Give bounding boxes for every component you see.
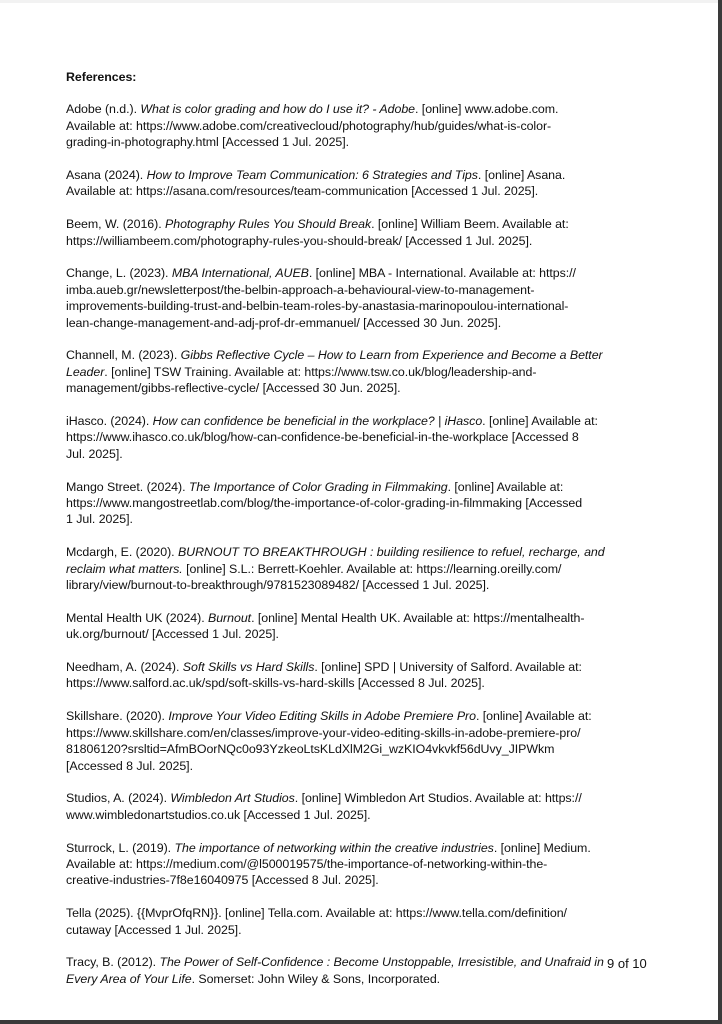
- reference-text: Available at: https://medium.com/@l500019575/the-importance-of-networking-within-the-: [66, 856, 548, 871]
- reference-entry: [66, 659, 666, 692]
- reference-line: [66, 708, 666, 724]
- reference-line: [66, 413, 666, 429]
- reference-entry: [66, 167, 666, 200]
- reference-line: [66, 922, 666, 938]
- reference-line: [66, 659, 666, 675]
- reference-text: Mcdargh, E. (2020).: [66, 545, 178, 560]
- reference-list: [66, 101, 666, 987]
- reference-entry: [66, 840, 666, 889]
- reference-text: . [online] MBA - International. Available at: https://: [308, 266, 576, 281]
- reference-text: iHasco. (2024).: [66, 414, 153, 429]
- reference-entry: [66, 708, 666, 774]
- reference-line: [66, 544, 666, 560]
- reference-title: Wimbledon Art Studios: [170, 791, 295, 806]
- reference-line: [66, 282, 666, 298]
- reference-line: [66, 790, 666, 806]
- reference-title: Gibbs Reflective Cycle – How to Learn from Experience and Become a Better: [180, 348, 603, 363]
- page-number: 9 of 10: [607, 956, 647, 971]
- reference-text: https://williambeem.com/photography-rules-you-should-break/ [Accessed 1 Jul. 2025].: [66, 233, 533, 248]
- reference-text: Beem, W. (2016).: [66, 217, 166, 232]
- reference-line: [66, 183, 666, 199]
- reference-text: https://www.mangostreetlab.com/blog/the-importance-of-color-grading-in-filmmaking [Accessed: [66, 496, 583, 511]
- reference-text: . [online] Available at:: [447, 479, 564, 494]
- reference-line: [66, 315, 666, 331]
- reference-entry: [66, 905, 666, 938]
- reference-entry: [66, 265, 666, 331]
- reference-title: BURNOUT TO BREAKTHROUGH : building resilience to refuel, recharge, and: [177, 545, 605, 560]
- reference-text: [Accessed 8 Jul. 2025].: [66, 758, 193, 773]
- reference-text: Available at: https://asana.com/resources/team-communication [Accessed 1 Jul. 2025].: [66, 184, 539, 199]
- reference-text: Skillshare. (2020).: [66, 709, 169, 724]
- reference-text: Needham, A. (2024).: [66, 660, 183, 675]
- reference-text: . [online] Medium.: [493, 840, 591, 855]
- reference-text: Available at: https://www.adobe.com/creativecloud/photography/hub/guides/what-is-color-: [66, 118, 552, 133]
- reference-text: 81806120?srsltid=AfmBOorNQc0o93YzkeoLtsKLdXlM2Gi_wzKIO4vkvkf56dUvy_JIPWkm: [66, 742, 555, 757]
- reference-line: [66, 872, 666, 888]
- reference-line: [66, 758, 666, 774]
- reference-line: [66, 167, 666, 183]
- reference-entry: [66, 101, 666, 150]
- reference-line: [66, 380, 666, 396]
- reference-text: https://www.salford.ac.uk/spd/soft-skills-vs-hard-skills [Accessed 8 Jul. 2025].: [66, 676, 485, 691]
- reference-text: Channell, M. (2023).: [66, 348, 181, 363]
- references-section: [66, 69, 666, 1004]
- reference-text: . [online] www.adobe.com.: [415, 102, 559, 117]
- reference-text: 1 Jul. 2025].: [66, 512, 133, 527]
- reference-line: [66, 446, 666, 462]
- reference-line: [66, 954, 666, 970]
- reference-line: [66, 807, 666, 823]
- reference-line: [66, 347, 666, 363]
- reference-text: . [online] William Beem. Available at:: [371, 217, 569, 232]
- reference-title: Improve Your Video Editing Skills in Adobe Premiere Pro: [168, 709, 476, 724]
- reference-text: . [online] Available at:: [475, 709, 592, 724]
- reference-line: [66, 364, 666, 380]
- reference-text: [online] S.L.: Berrett-Koehler. Available at: https://learning.oreilly.com/: [182, 561, 562, 576]
- reference-text: uk.org/burnout/ [Accessed 1 Jul. 2025].: [66, 627, 279, 642]
- reference-title: Every Area of Your Life: [66, 971, 192, 986]
- reference-title: Soft Skills vs Hard Skills: [182, 660, 315, 675]
- reference-text: Tella (2025). {{MvprOfqRN}}. [online] Tella.com. Available at: https://www.tella.com/definition/: [66, 906, 567, 921]
- reference-line: [66, 429, 666, 445]
- reference-title: Burnout: [208, 610, 252, 625]
- reference-title: MBA International, AUEB: [171, 266, 309, 281]
- reference-line: [66, 577, 666, 593]
- reference-line: [66, 479, 666, 495]
- reference-text: creative-industries-7f8e16040975 [Accessed 8 Jul. 2025].: [66, 873, 379, 888]
- reference-line: [66, 840, 666, 856]
- reference-text: lean-change-management-and-adj-prof-dr-emmanuel/ [Accessed 30 Jun. 2025].: [66, 315, 502, 330]
- reference-text: imba.aueb.gr/newsletterpost/the-belbin-approach-a-behavioural-view-to-management-: [66, 282, 535, 297]
- reference-entry: [66, 413, 666, 462]
- reference-line: [66, 265, 666, 281]
- reference-line: [66, 561, 666, 577]
- reference-line: [66, 626, 666, 642]
- reference-text: library/view/burnout-to-breakthrough/9781523089482/ [Accessed 1 Jul. 2025].: [66, 578, 490, 593]
- reference-title: reclaim what matters.: [66, 561, 183, 576]
- reference-text: Adobe (n.d.).: [66, 102, 141, 117]
- reference-line: [66, 856, 666, 872]
- reference-title: The Power of Self-Confidence : Become Unstoppable, Irresistible, and Unafraid in: [159, 955, 604, 970]
- reference-text: . [online] TSW Training. Available at: https://www.tsw.co.uk/blog/leadership-and-: [104, 364, 537, 379]
- reference-title: The Importance of Color Grading in Filmmaking: [188, 479, 448, 494]
- reference-line: [66, 741, 666, 757]
- reference-entry: [66, 544, 666, 593]
- reference-text: Studios, A. (2024).: [66, 791, 171, 806]
- reference-line: [66, 610, 666, 626]
- reference-text: Tracy, B. (2012).: [66, 955, 160, 970]
- reference-text: https://www.skillshare.com/en/classes/improve-your-video-editing-skills-in-adobe-premiere-pro/: [66, 725, 581, 740]
- reference-entry: [66, 610, 666, 643]
- reference-title: What is color grading and how do I use it? - Adobe: [140, 102, 416, 117]
- reference-title: How to Improve Team Communication: 6 Strategies and Tips: [146, 168, 478, 183]
- reference-title: Leader: [66, 364, 105, 379]
- reference-line: [66, 905, 666, 921]
- reference-entry: [66, 347, 666, 396]
- reference-title: The importance of networking within the creative industries: [174, 840, 494, 855]
- reference-text: Jul. 2025].: [66, 446, 123, 461]
- reference-text: . [online] SPD | University of Salford. Available at:: [314, 660, 582, 675]
- reference-text: www.wimbledonartstudios.co.uk [Accessed 1 Jul. 2025].: [66, 807, 371, 822]
- reference-entry: [66, 954, 666, 987]
- reference-line: [66, 298, 666, 314]
- page-top-edge: [0, 0, 718, 3]
- reference-line: [66, 134, 666, 150]
- reference-title: How can confidence be beneficial in the workplace? | iHasco: [152, 414, 483, 429]
- reference-text: management/gibbs-reflective-cycle/ [Accessed 30 Jun. 2025].: [66, 381, 401, 396]
- reference-text: . Somerset: John Wiley & Sons, Incorporated.: [191, 971, 441, 986]
- reference-text: Asana (2024).: [66, 168, 147, 183]
- reference-text: https://www.ihasco.co.uk/blog/how-can-confidence-be-beneficial-in-the-workplace [Accessed 8: [66, 430, 579, 445]
- reference-entry: [66, 790, 666, 823]
- reference-text: Mango Street. (2024).: [66, 479, 189, 494]
- reference-text: grading-in-photography.html [Accessed 1 Jul. 2025].: [66, 135, 350, 150]
- reference-text: . [online] Wimbledon Art Studios. Available at: https://: [294, 791, 582, 806]
- reference-line: [66, 971, 666, 987]
- reference-entry: [66, 216, 666, 249]
- reference-line: [66, 725, 666, 741]
- reference-text: Mental Health UK (2024).: [66, 610, 208, 625]
- reference-text: Sturrock, L. (2019).: [66, 840, 175, 855]
- references-heading: References:: [66, 70, 137, 84]
- reference-line: [66, 233, 666, 249]
- reference-text: improvements-building-trust-and-belbin-team-roles-by-anastasia-marinopoulou-international-: [66, 299, 569, 314]
- reference-text: . [online] Available at:: [482, 414, 598, 429]
- reference-line: [66, 495, 666, 511]
- reference-text: . [online] Mental Health UK. Available at: https://mentalhealth-: [251, 610, 585, 625]
- reference-text: Change, L. (2023).: [66, 266, 172, 281]
- reference-line: [66, 101, 666, 117]
- reference-line: [66, 118, 666, 134]
- reference-line: [66, 675, 666, 691]
- reference-text: . [online] Asana.: [477, 168, 566, 183]
- reference-line: [66, 511, 666, 527]
- reference-line: [66, 216, 666, 232]
- reference-title: Photography Rules You Should Break: [165, 217, 372, 232]
- reference-text: cutaway [Accessed 1 Jul. 2025].: [66, 922, 242, 937]
- reference-entry: [66, 479, 666, 528]
